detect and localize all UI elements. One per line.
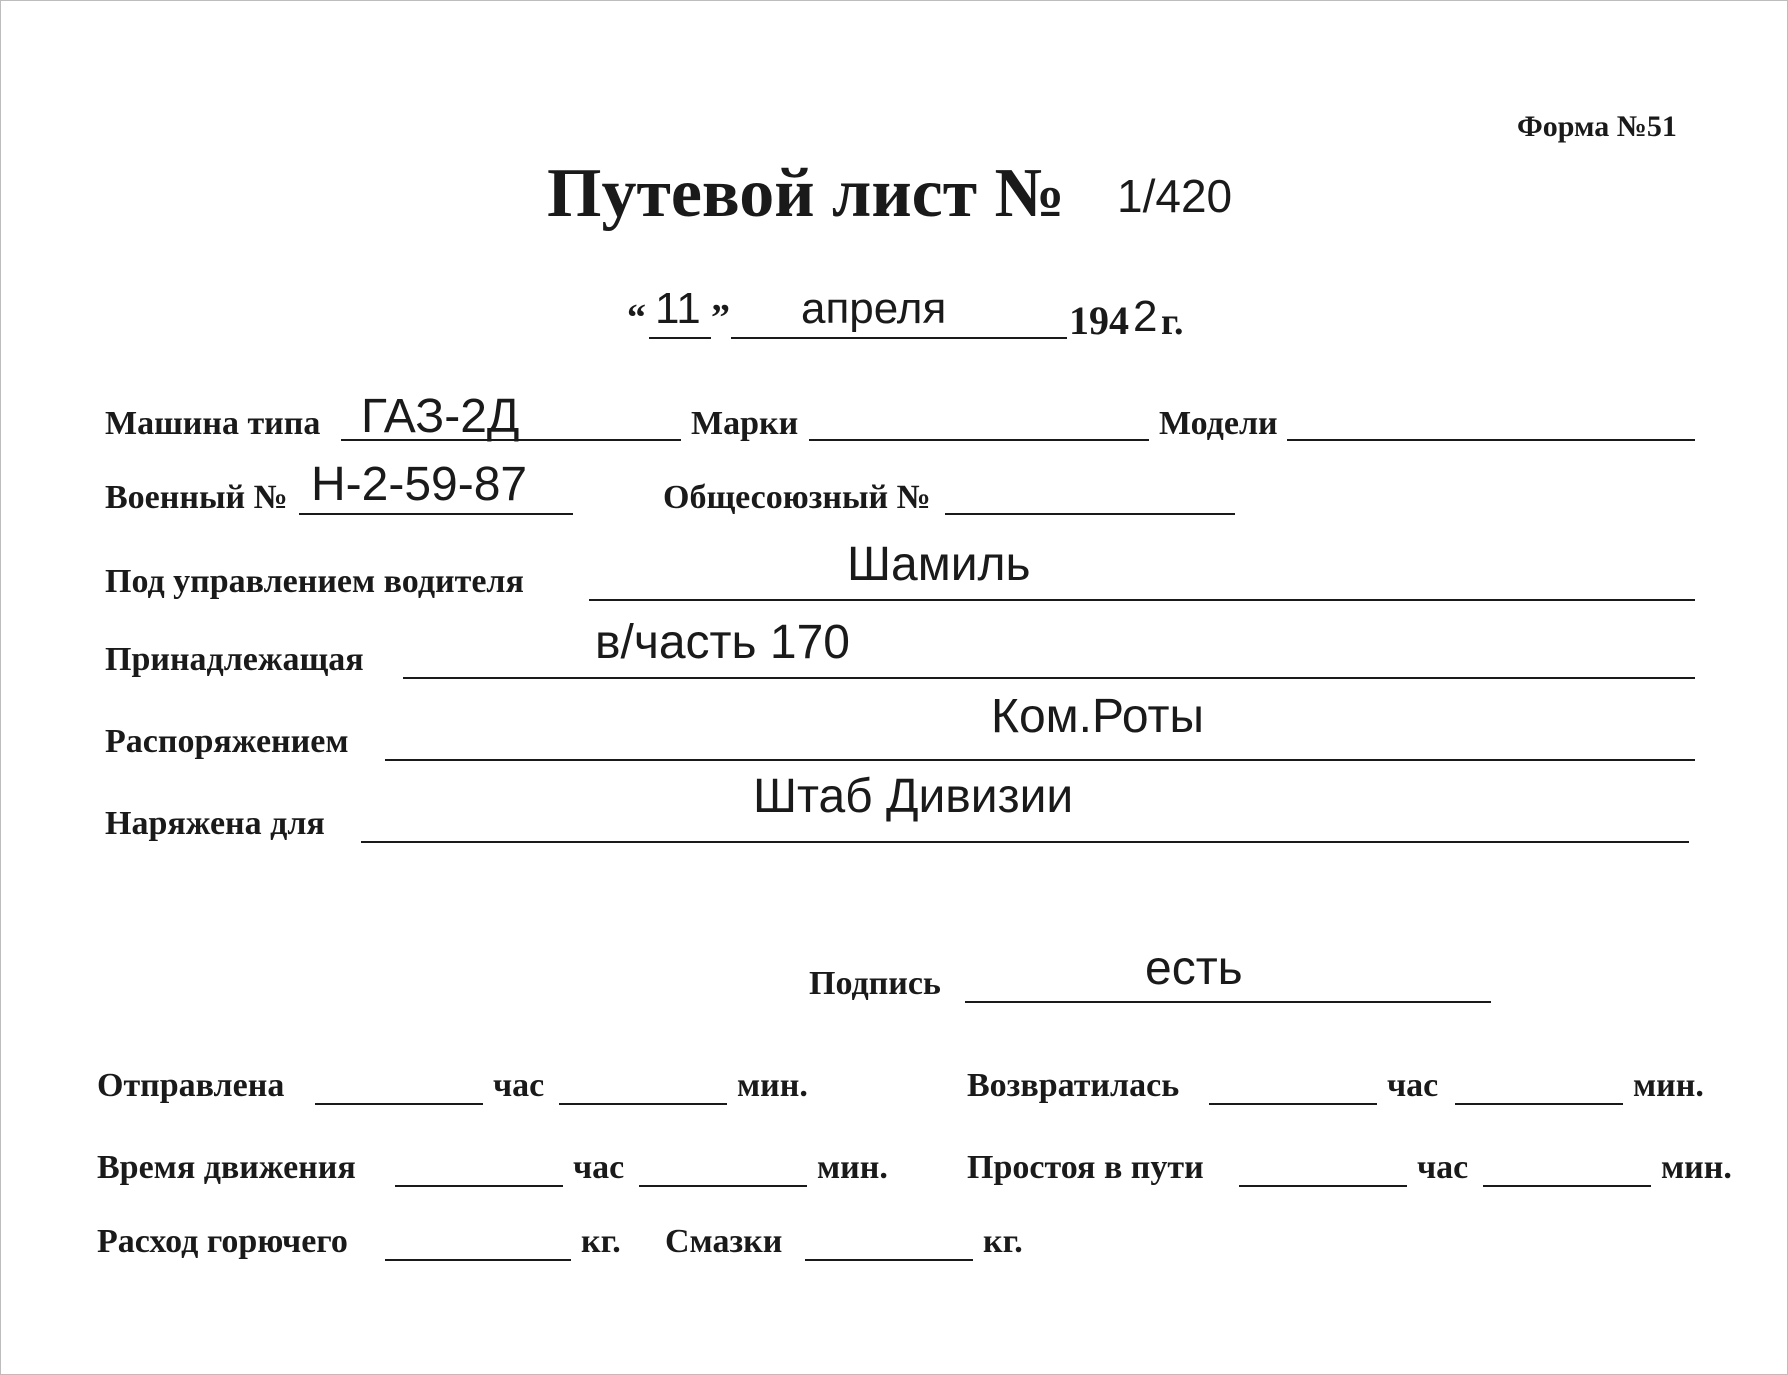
model-line <box>1287 439 1695 441</box>
returned-hour-line[interactable] <box>1209 1103 1377 1105</box>
returned-minute-line[interactable] <box>1455 1103 1623 1105</box>
page-title: Путевой лист № <box>547 155 1065 232</box>
military-number-value[interactable]: Н-2-59-87 <box>311 458 528 511</box>
departed-hour-unit: час <box>493 1067 545 1104</box>
returned-hour-unit: час <box>1387 1067 1439 1104</box>
date-open-quote: “ <box>627 297 646 339</box>
military-number-line <box>299 513 573 515</box>
returned-label: Возвратилась <box>967 1067 1180 1104</box>
idle-hour-unit: час <box>1417 1149 1469 1186</box>
date-month-value[interactable]: апреля <box>801 284 947 333</box>
idle-hour-line[interactable] <box>1239 1185 1407 1187</box>
machine-type-label: Машина типа <box>105 405 321 442</box>
document-number: 1/420 <box>1117 170 1233 222</box>
model-label: Модели <box>1159 405 1278 442</box>
date-month-line <box>731 337 1067 339</box>
departed-hour-line[interactable] <box>315 1103 483 1105</box>
order-line <box>385 759 1695 761</box>
date-day-line <box>649 337 711 339</box>
assigned-for-value[interactable]: Штаб Дивизии <box>753 770 1074 823</box>
travel-hour-unit: час <box>573 1149 625 1186</box>
assigned-for-label: Наряжена для <box>105 805 325 842</box>
travel-minute-line[interactable] <box>639 1185 807 1187</box>
departed-minute-unit: мин. <box>737 1067 808 1104</box>
idle-minute-unit: мин. <box>1661 1149 1732 1186</box>
grease-unit: кг. <box>983 1223 1023 1260</box>
driver-line <box>589 599 1695 601</box>
fuel-line[interactable] <box>385 1259 571 1261</box>
form-number: Форма №51 <box>1517 110 1677 143</box>
assigned-for-line <box>361 841 1689 843</box>
travel-minute-unit: мин. <box>817 1149 888 1186</box>
machine-type-line <box>341 439 681 441</box>
returned-minute-unit: мин. <box>1633 1067 1704 1104</box>
grease-label: Смазки <box>665 1223 783 1260</box>
fuel-unit: кг. <box>581 1223 621 1260</box>
fuel-label: Расход горючего <box>97 1223 348 1260</box>
departed-label: Отправлена <box>97 1067 285 1104</box>
signature-value[interactable]: есть <box>1145 942 1243 995</box>
signature-line <box>965 1001 1491 1003</box>
travel-hour-line[interactable] <box>395 1185 563 1187</box>
brand-label: Марки <box>691 405 799 442</box>
idle-label: Простоя в пути <box>967 1149 1204 1186</box>
date-year-prefix: 194 <box>1069 298 1129 343</box>
driver-label: Под управлением водителя <box>105 563 524 600</box>
union-number-label: Общесоюзный № <box>663 479 931 516</box>
departed-minute-line[interactable] <box>559 1103 727 1105</box>
date-year-unit: г. <box>1161 301 1184 343</box>
driver-value[interactable]: Шамиль <box>847 538 1031 591</box>
date-day-value[interactable]: 11 <box>655 284 701 333</box>
order-value[interactable]: Ком.Роты <box>991 690 1205 743</box>
order-label: Распоряжением <box>105 723 349 760</box>
date-close-quote: ” <box>711 297 730 339</box>
idle-minute-line[interactable] <box>1483 1185 1651 1187</box>
belonging-line <box>403 677 1695 679</box>
belonging-label: Принадлежащая <box>105 641 364 678</box>
machine-type-value[interactable]: ГАЗ-2Д <box>361 390 520 443</box>
signature-label: Подпись <box>809 965 941 1002</box>
brand-line <box>809 439 1149 441</box>
belonging-value[interactable]: в/часть 170 <box>595 616 850 669</box>
union-number-line <box>945 513 1235 515</box>
grease-line[interactable] <box>805 1259 973 1261</box>
date-year-suffix[interactable]: 2 <box>1133 292 1158 341</box>
travel-time-label: Время движения <box>97 1149 356 1186</box>
military-number-label: Военный № <box>105 479 288 516</box>
